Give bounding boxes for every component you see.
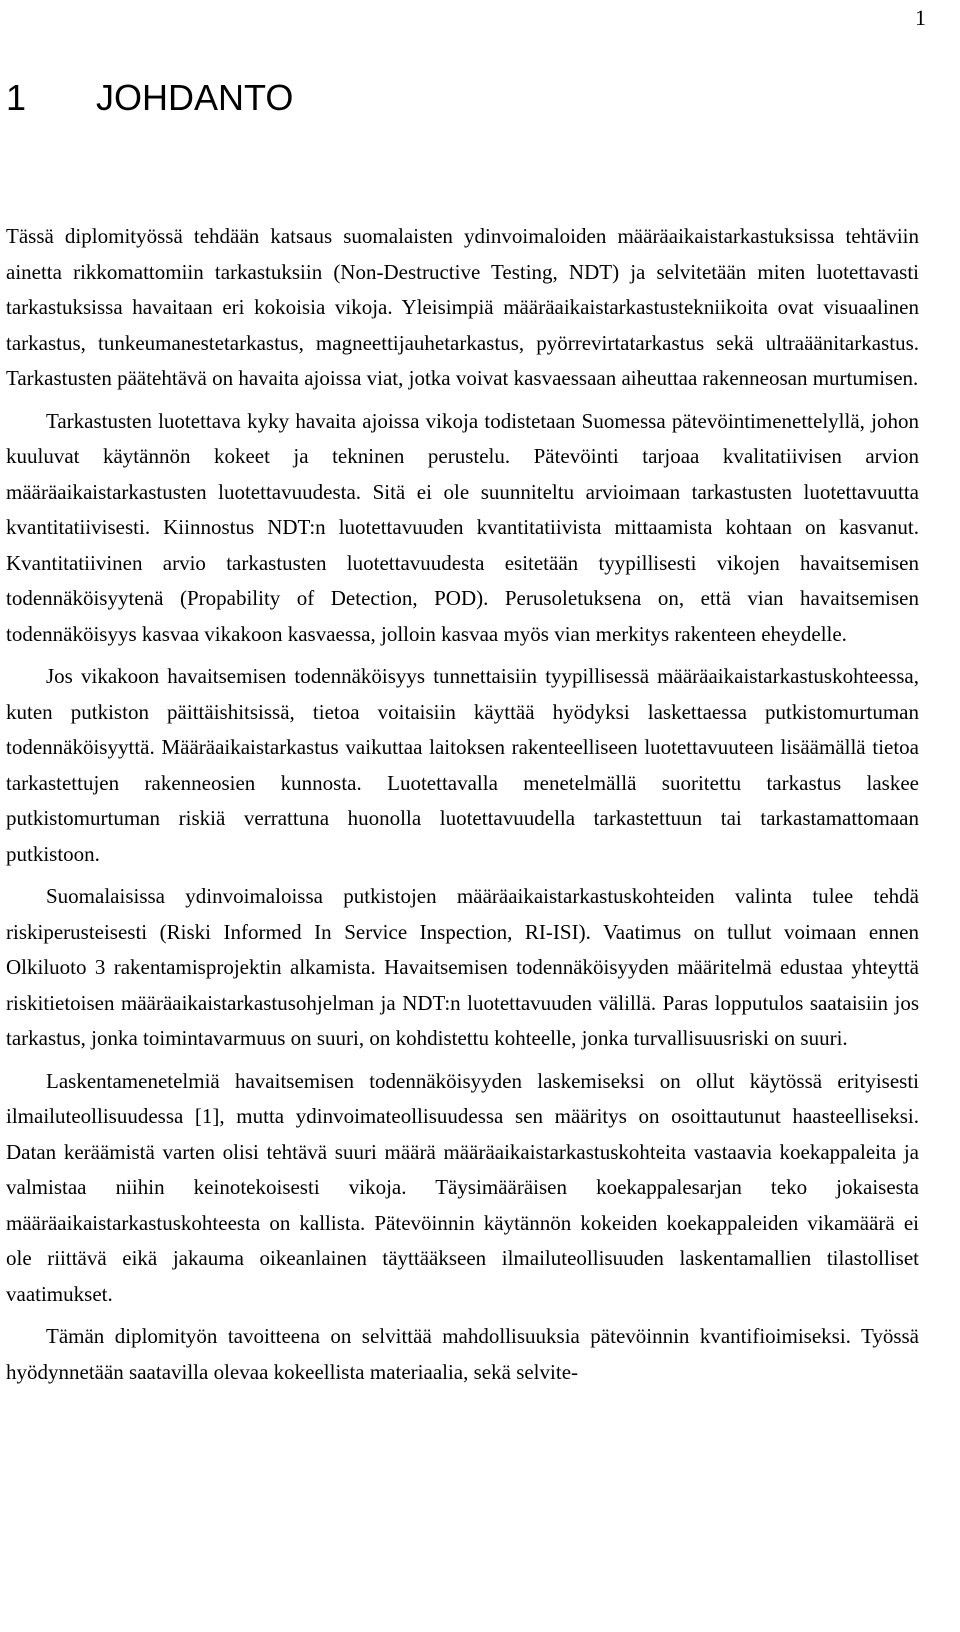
paragraph-5: Laskentamenetelmiä havaitsemisen todennäköisyyden laskemiseksi on ollut käytössä erityisesti ilmailuteollisuudessa [1], mutta ydinvoimateollisuudessa sen määritys on osoittautunut haasteelliseksi. Datan keräämistä varten olisi tehtävä suuri määrä määräaikaistarkastuskohteita vastaavia koekappaleita ja valmistaa niihin keinotekoisesti vikoja. Täysimääräisen koekappalesarjan teko jokaisesta määräaikaistarkastuskohteesta on kallista. Pätevöinnin käytännön kokeiden koekappaleiden vikamäärä ei ole riittävä eikä jakauma oikeanlainen täyttääkseen ilmailuteollisuuden laskentamallien tilastolliset vaatimukset.	[6, 1068, 919, 1306]
paragraph-3: Jos vikakoon havaitsemisen todennäköisyys tunnettaisiin tyypillisessä määräaikaistarkastuskohteessa, kuten putkiston päittäishitsissä, tietoa voitaisiin käyttää hyödyksi laskettaessa putkistomurtuman todennäköisyyttä. Määräaikaistarkastus vaikuttaa laitoksen rakenteelliseen luotettavuuteen lisäämällä tietoa tarkastettujen rakenneosien kunnosta. Luotettavalla menetelmällä suoritettu tarkastus laskee putkistomurtuman riskiä verrattuna huonolla luotettavuudella tarkastettuun tai tarkastamattomaan putkistoon.	[6, 664, 919, 866]
body-text	[6, 219, 919, 1397]
chapter-number: 1	[6, 77, 27, 118]
chapter-heading	[6, 76, 293, 120]
paragraph-4: Suomalaisissa ydinvoimaloissa putkistojen määräaikaistarkastuskohteiden valinta tulee tehdä riskiperusteisesti (Riski Informed In Service Inspection, RI-ISI). Vaatimus on tullut voimaan ennen Olkiluoto 3 rakentamisprojektin alkamista. Havaitsemisen todennäköisyyden määritelmä edustaa yhteyttä riskitietoisen määräaikaistarkastusohjelman ja NDT:n luotettavuuden välillä. Paras lopputulos saataisiin jos tarkastus, jonka toimintavarmuus on suuri, on kohdistettu kohteelle, jonka turvallisuusriski on suuri.	[6, 884, 919, 1050]
page-number: 1	[915, 5, 926, 30]
chapter-title: JOHDANTO	[96, 77, 294, 118]
paragraph-1: Tässä diplomityössä tehdään katsaus suomalaisten ydinvoimaloiden määräaikaistarkastuksissa tehtäviin ainetta rikkomattomiin tarkastuksiin (Non-Destructive Testing, NDT) ja selvitetään miten luotettavasti tarkastuksissa havaitaan eri kokoisia vikoja. Yleisimpiä määräaikaistarkastustekniikoita ovat visuaalinen tarkastus, tunkeumanestetarkastus, magneettijauhetarkastus, pyörrevirtatarkastus sekä ultraäänitarkastus. Tarkastusten päätehtävä on havaita ajoissa viat, jotka voivat kasvaessaan aiheuttaa rakenneosan murtumisen.	[6, 224, 919, 390]
paragraph-6: Tämän diplomityön tavoitteena on selvittää mahdollisuuksia pätevöinnin kvantifioimiseksi. Työssä hyödynnetään saatavilla olevaa kokeellista materiaalia, sekä selvite-	[6, 1324, 919, 1384]
paragraph-2: Tarkastusten luotettava kyky havaita ajoissa vikoja todistetaan Suomessa pätevöintimenettelyllä, johon kuuluvat käytännön kokeet ja tekninen perustelu. Pätevöinti tarjoaa kvalitatiivisen arvion määräaikaistarkastusten luotettavuudesta. Sitä ei ole suunniteltu arvioimaan tarkastusten luotettavuutta kvantitatiivisesti. Kiinnostus NDT:n luotettavuuden kvantitatiivista mittaamista kohtaan on kasvanut. Kvantitatiivinen arvio tarkastusten luotettavuudesta esitetään tyypillisesti vikojen havaitsemisen todennäköisyytenä (Propability of Detection, POD). Perusoletuksena on, että vian havaitsemisen todennäköisyys kasvaa vikakoon kasvaessa, jolloin kasvaa myös vian merkitys rakenteen eheydelle.	[6, 408, 919, 646]
